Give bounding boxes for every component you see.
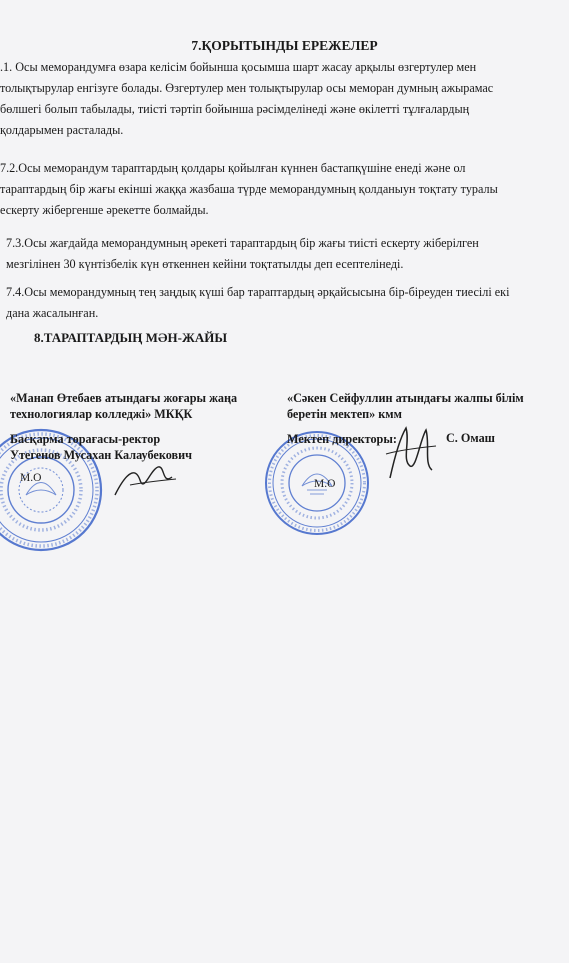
party-right-position: Мектеп директоры: <box>287 432 397 446</box>
paragraph-line: мезгілінен 30 күнтізбелік күн өткеннен кейіни тоқтатылды деп есептелінеді. <box>6 257 404 271</box>
paragraph-line: дана жасалынған. <box>6 306 99 320</box>
seal-label-left: М.О <box>20 472 42 484</box>
org-line: беретін мектеп» кмм <box>287 407 402 421</box>
paragraph-line: тараптардың бір жағы екінші жаққа жазбаша түрде меморандумның қолданыун тоқтату туралы <box>0 182 498 196</box>
party-left-name: Утегенов Мусахан Калаубекович <box>10 448 192 462</box>
paragraph-line: бөлшегі болып табылады, тиісті тәртіп бойынша рәсімделінеді және өкілетті тұлғалардың <box>0 102 470 116</box>
section-8-title: 8.ТАРАПТАРДЫҢ МӘН-ЖАЙЫ <box>34 330 228 345</box>
paragraph-line: .1. Осы меморандумға өзара келісім бойынша қосымша шарт жасау арқылы өзгертулер мен <box>0 60 477 74</box>
signature-right <box>380 420 440 482</box>
seal-label-right: М.О <box>314 478 336 490</box>
paragraph-7-1 <box>0 57 520 141</box>
party-left-organization <box>10 390 260 422</box>
paragraph-7-2 <box>0 158 520 221</box>
party-right-name: С. Омаш <box>446 431 495 445</box>
paragraph-line: 7.4.Осы меморандумның тең заңдық күші бар тараптардың әрқайсысына бір-біреуден тиесілі екі <box>6 285 510 299</box>
org-line: «Сәкен Сейфуллин атындағы жалпы білім <box>287 391 524 405</box>
org-line: технологиялар колледжі» МКҚК <box>10 407 193 421</box>
paragraph-line: ескерту жібергенше әрекетте болмайды. <box>0 203 209 217</box>
org-line: «Манап Өтебаев атындағы жоғары жаңа <box>10 391 238 405</box>
section-7-title: 7.ҚОРЫТЫНДЫ ЕРЕЖЕЛЕР <box>191 38 378 53</box>
paragraph-line: толықтырулар енгізуге болады. Өзгертулер мен толықтырулар осы меморан думның ажырамас <box>0 81 494 95</box>
party-right-organization <box>287 390 547 422</box>
paragraph-7-4 <box>6 282 526 324</box>
paragraph-7-3 <box>6 233 526 275</box>
paragraph-line: қолдарымен расталады. <box>0 123 124 137</box>
signature-left <box>110 455 180 505</box>
paragraph-line: 7.2.Осы меморандум тараптардың қолдары қойылған күннен бастапқүшіне енеді және ол <box>0 161 466 175</box>
party-left-position: Басқарма төрағасы-ректор <box>10 432 161 446</box>
paragraph-line: 7.3.Осы жағдайда меморандумның әрекеті тараптардың бір жағы тиісті ескерту жіберілген <box>6 236 479 250</box>
